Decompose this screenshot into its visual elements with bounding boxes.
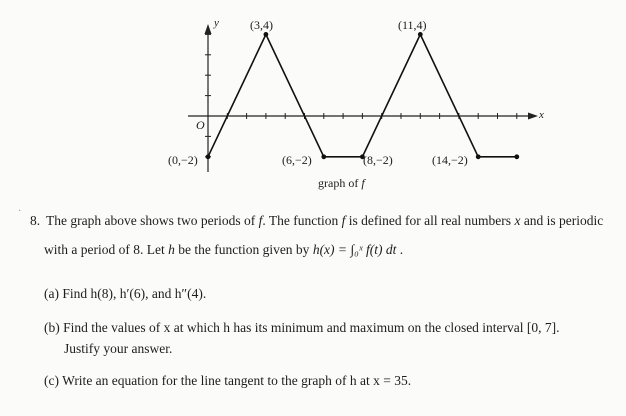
part-b-line-2: Justify your answer. xyxy=(64,341,173,356)
origin-label: O xyxy=(196,118,205,132)
f-graph-line xyxy=(208,34,517,156)
point-label-2: (6,−2) xyxy=(282,153,312,167)
part-b-line-1: (b) Find the values of x at which h has its minimum and maximum on the closed interval [0, 7]. xyxy=(44,320,560,335)
part-c: (c) Write an equation for the line tangent to the graph of h at x = 35. xyxy=(44,373,412,388)
point-label-4: (11,4) xyxy=(398,18,427,32)
f-vertex-dot xyxy=(514,154,519,159)
scan-speck: · xyxy=(18,206,22,217)
f-vertex-dot xyxy=(321,154,326,159)
point-label-5: (14,−2) xyxy=(432,153,468,167)
f-vertex-dot xyxy=(206,154,211,159)
f-vertices xyxy=(206,32,520,159)
graph-caption: graph of f xyxy=(318,176,365,190)
f-vertex-dot xyxy=(476,154,481,159)
point-label-3: (8,−2) xyxy=(363,153,393,167)
problem-number: 8. xyxy=(30,213,41,228)
problem-intro-line-1: The graph above shows two periods of f. The function f is defined for all real numbers x and is periodic xyxy=(46,213,604,228)
point-label-0: (0,−2) xyxy=(168,153,198,167)
point-label-1: (3,4) xyxy=(250,18,273,32)
part-a: (a) Find h(8), h′(6), and h″(4). xyxy=(44,286,207,301)
y-axis-arrow-icon xyxy=(205,24,212,34)
y-axis-label: y xyxy=(214,17,219,29)
problem-intro-line-2: with a period of 8. Let h be the function given by h(x) = ∫₀ˣ f(t) dt . xyxy=(44,242,404,257)
graph-of-f xyxy=(0,0,626,200)
x-axis-arrow-icon xyxy=(528,113,538,120)
h-definition: h(x) = ∫₀ˣ f(t) dt xyxy=(312,242,397,257)
x-axis-label: x xyxy=(539,109,544,121)
